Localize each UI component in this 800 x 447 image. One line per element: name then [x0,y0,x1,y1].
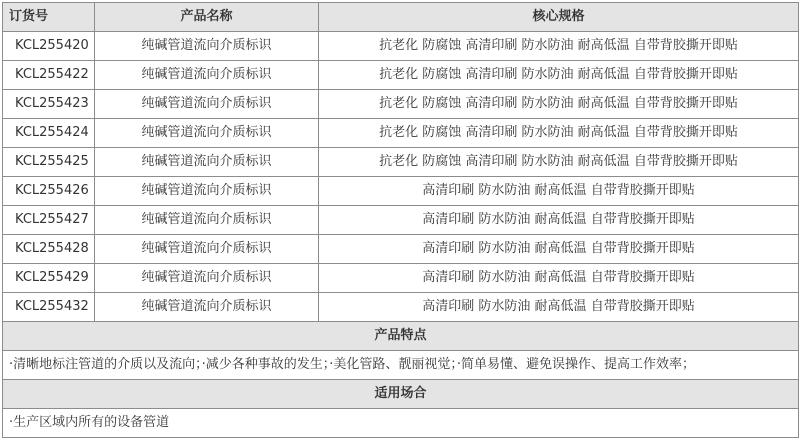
features-row [3,351,799,380]
table-row [3,177,799,206]
order-no-cell: KCL255420 [3,32,95,61]
core-spec-cell: 抗老化 防腐蚀 高清印刷 防水防油 耐高低温 自带背胶撕开即贴 [319,119,799,148]
table-row [3,61,799,90]
table-row [3,32,799,61]
product-name-cell: 纯碱管道流向介质标识 [95,293,319,322]
features-title: 产品特点 [3,322,799,351]
order-no-cell: KCL255429 [3,264,95,293]
order-no-cell: KCL255424 [3,119,95,148]
core-spec-cell: 高清印刷 防水防油 耐高低温 自带背胶撕开即贴 [319,235,799,264]
table-row [3,148,799,177]
order-no-cell: KCL255425 [3,148,95,177]
usage-text: ·生产区域内所有的设备管道 [3,409,799,438]
core-spec-cell: 高清印刷 防水防油 耐高低温 自带背胶撕开即贴 [319,264,799,293]
core-spec-cell: 抗老化 防腐蚀 高清印刷 防水防油 耐高低温 自带背胶撕开即贴 [319,148,799,177]
product-name-cell: 纯碱管道流向介质标识 [95,148,319,177]
table-row [3,119,799,148]
table-row [3,264,799,293]
order-no-cell: KCL255423 [3,90,95,119]
table-body [3,32,799,438]
usage-title: 适用场合 [3,380,799,409]
features-text: ·清晰地标注管道的介质以及流向；·减少各种事故的发生；·美化管路、靓丽视觉；·简单易懂、避免误操作、提高工作效率； [3,351,799,380]
product-name-cell: 纯碱管道流向介质标识 [95,264,319,293]
core-spec-cell: 高清印刷 防水防油 耐高低温 自带背胶撕开即贴 [319,177,799,206]
order-no-cell: KCL255426 [3,177,95,206]
table-row [3,293,799,322]
order-no-cell: KCL255422 [3,61,95,90]
table-row [3,235,799,264]
product-name-cell: 纯碱管道流向介质标识 [95,235,319,264]
features-header-row [3,322,799,351]
header-row [3,3,799,32]
header-product-name: 产品名称 [95,3,319,32]
product-name-cell: 纯碱管道流向介质标识 [95,90,319,119]
core-spec-cell: 抗老化 防腐蚀 高清印刷 防水防油 耐高低温 自带背胶撕开即贴 [319,90,799,119]
order-no-cell: KCL255432 [3,293,95,322]
core-spec-cell: 抗老化 防腐蚀 高清印刷 防水防油 耐高低温 自带背胶撕开即贴 [319,32,799,61]
product-name-cell: 纯碱管道流向介质标识 [95,206,319,235]
order-no-cell: KCL255428 [3,235,95,264]
header-core-spec: 核心规格 [319,3,799,32]
table-row [3,206,799,235]
product-name-cell: 纯碱管道流向介质标识 [95,32,319,61]
order-no-cell: KCL255427 [3,206,95,235]
usage-header-row [3,380,799,409]
product-name-cell: 纯碱管道流向介质标识 [95,61,319,90]
product-name-cell: 纯碱管道流向介质标识 [95,177,319,206]
product-spec-table [2,2,799,438]
table-row [3,90,799,119]
header-order-no: 订货号 [3,3,95,32]
core-spec-cell: 高清印刷 防水防油 耐高低温 自带背胶撕开即贴 [319,293,799,322]
usage-row [3,409,799,438]
core-spec-cell: 高清印刷 防水防油 耐高低温 自带背胶撕开即贴 [319,206,799,235]
product-name-cell: 纯碱管道流向介质标识 [95,119,319,148]
core-spec-cell: 抗老化 防腐蚀 高清印刷 防水防油 耐高低温 自带背胶撕开即贴 [319,61,799,90]
